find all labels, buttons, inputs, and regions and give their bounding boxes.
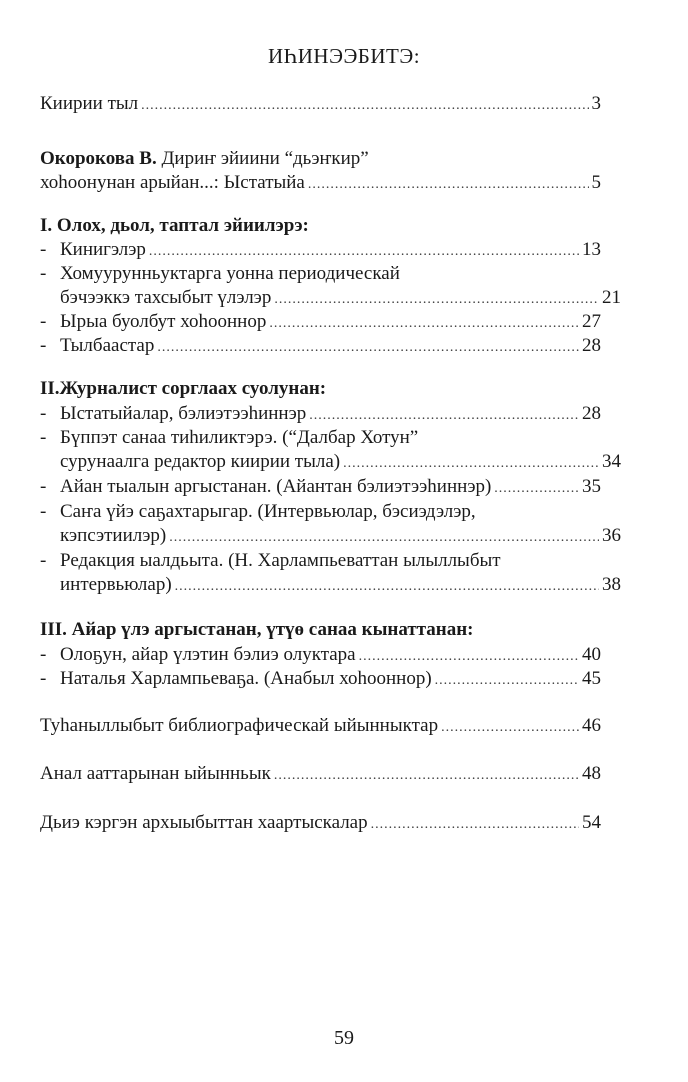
toc-page-number: 54 [582, 812, 601, 833]
section-heading-1: I. Олох, дьол, таптал эйиилэрэ: [40, 215, 309, 236]
list-dash: - [40, 476, 47, 497]
toc-entry [40, 238, 601, 264]
toc-entry [40, 402, 601, 428]
dot-leader [343, 452, 599, 476]
dot-leader [494, 477, 579, 501]
toc-entry-line2 [40, 450, 621, 476]
list-dash: - [40, 335, 47, 356]
toc-page-number: 46 [582, 715, 601, 736]
dot-leader [274, 764, 579, 788]
toc-entry-text: Ырыа буолбут хоһооннор [60, 311, 267, 332]
toc-entry-text: кэпсэтиилэр) [60, 525, 167, 546]
dot-leader [308, 173, 589, 197]
toc-entry-text: Хомуурунньуктарга уонна периодическай [60, 263, 400, 284]
toc-page-number: 40 [582, 644, 601, 665]
toc-page-number: 28 [582, 335, 601, 356]
dot-leader [141, 94, 588, 118]
list-dash: - [40, 550, 47, 571]
toc-page-number: 5 [591, 172, 601, 193]
toc-entry-text: Наталья Харлампьеваҕа. (Анабыл хоһооннор) [60, 668, 432, 689]
toc-entry-line2 [40, 524, 621, 550]
toc-page-number: 34 [602, 451, 621, 472]
list-dash: - [40, 311, 47, 332]
toc-entry-intro [40, 92, 601, 118]
dot-leader [309, 404, 579, 428]
toc-entry-line1 [40, 500, 601, 524]
toc-entry [40, 310, 601, 336]
toc-entry-line1 [40, 549, 601, 573]
toc-entry-text: Дьиэ кэргэн архыыбыттан хаартыскалар [40, 812, 368, 833]
toc-entry-text: Кинигэлэр [60, 239, 146, 260]
toc-entry-text: Анал ааттарынан ыйынньык [40, 763, 271, 784]
list-dash: - [40, 427, 47, 448]
toc-entry-text: Дириҥ эйиини “дьэҥкир” [161, 148, 369, 169]
toc-entry-text: Саҥа үйэ саҕахтарыгар. (Интервьюлар, бэсиэдэлэр, [60, 501, 476, 522]
toc-entry-line1 [40, 426, 601, 450]
toc-page-number: 27 [582, 311, 601, 332]
toc-entry-text: хоһоонунан арыйан...: Ыстатыйа [40, 172, 305, 193]
list-dash: - [40, 501, 47, 522]
toc-page-number: 21 [602, 287, 621, 308]
list-dash: - [40, 263, 47, 284]
dot-leader [435, 669, 579, 693]
toc-entry [40, 667, 601, 693]
section-heading-2: II.Журналист сорглаах суолунан: [40, 378, 327, 399]
dot-leader [175, 575, 599, 599]
dot-leader [371, 813, 579, 837]
toc-entry-text: Олоҕун, айар үлэтин бэлиэ олуктара [60, 644, 356, 665]
section-heading-3: III. Айар үлэ аргыстанан, үтүө санаа кынаттанан: [40, 619, 474, 640]
toc-entry [40, 475, 601, 501]
toc-entry-okorokova-line2 [40, 171, 601, 197]
toc-entry-okorokova-line1 [40, 147, 601, 171]
toc-entry-text: сурунаалга редактор киирии тыла) [60, 451, 341, 472]
toc-entry-text: интервьюлар) [60, 574, 172, 595]
list-dash: - [40, 644, 47, 665]
toc-entry-text: бэчээккэ тахсыбыт үлэлэр [60, 287, 272, 308]
dot-leader [274, 288, 599, 312]
toc-page-number: 45 [582, 668, 601, 689]
dot-leader [157, 336, 579, 360]
dot-leader [269, 312, 579, 336]
toc-entry-line2 [40, 286, 621, 312]
toc-entry-line2 [40, 573, 621, 599]
toc-entry-text: Туһаныллыбыт библиографическай ыйынныктар [40, 715, 439, 736]
toc-page-number: 13 [582, 239, 601, 260]
page-title: ИҺИНЭЭБИТЭ: [267, 44, 421, 68]
toc-entry-photos [40, 811, 601, 837]
toc-entry-text: Айан тыалын аргыстанан. (Айантан бэлиэтээһиннэр) [60, 476, 492, 497]
page-number: 59 [334, 1027, 354, 1049]
toc-page-number: 3 [591, 93, 601, 114]
toc-page-number: 35 [582, 476, 601, 497]
toc-entry-text: Киирии тыл [40, 93, 139, 114]
toc-entry-bibliography [40, 714, 601, 740]
toc-entry-author: Окорокова В. [40, 148, 157, 169]
dot-leader [441, 716, 579, 740]
toc-entry-text: Ыстатыйалар, бэлиэтээһиннэр [60, 403, 307, 424]
toc-page-number: 36 [602, 525, 621, 546]
toc-entry-text: Тылбаастар [60, 335, 155, 356]
list-dash: - [40, 239, 47, 260]
toc-page-number: 28 [582, 403, 601, 424]
toc-entry-text: Редакция ыалдьыта. (Н. Харлампьеваттан ылыллыбыт [60, 550, 501, 571]
toc-entry-line1 [40, 262, 601, 286]
list-dash: - [40, 668, 47, 689]
dot-leader [149, 240, 579, 264]
toc-entry-text: Бүппэт санаа тиһиликтэрэ. (“Далбар Хотун” [60, 427, 419, 448]
dot-leader [169, 526, 599, 550]
toc-entry [40, 643, 601, 669]
list-dash: - [40, 403, 47, 424]
dot-leader [359, 645, 579, 669]
toc-entry-name-index [40, 762, 601, 788]
toc-page-number: 48 [582, 763, 601, 784]
toc-entry [40, 334, 601, 360]
toc-page-number: 38 [602, 574, 621, 595]
